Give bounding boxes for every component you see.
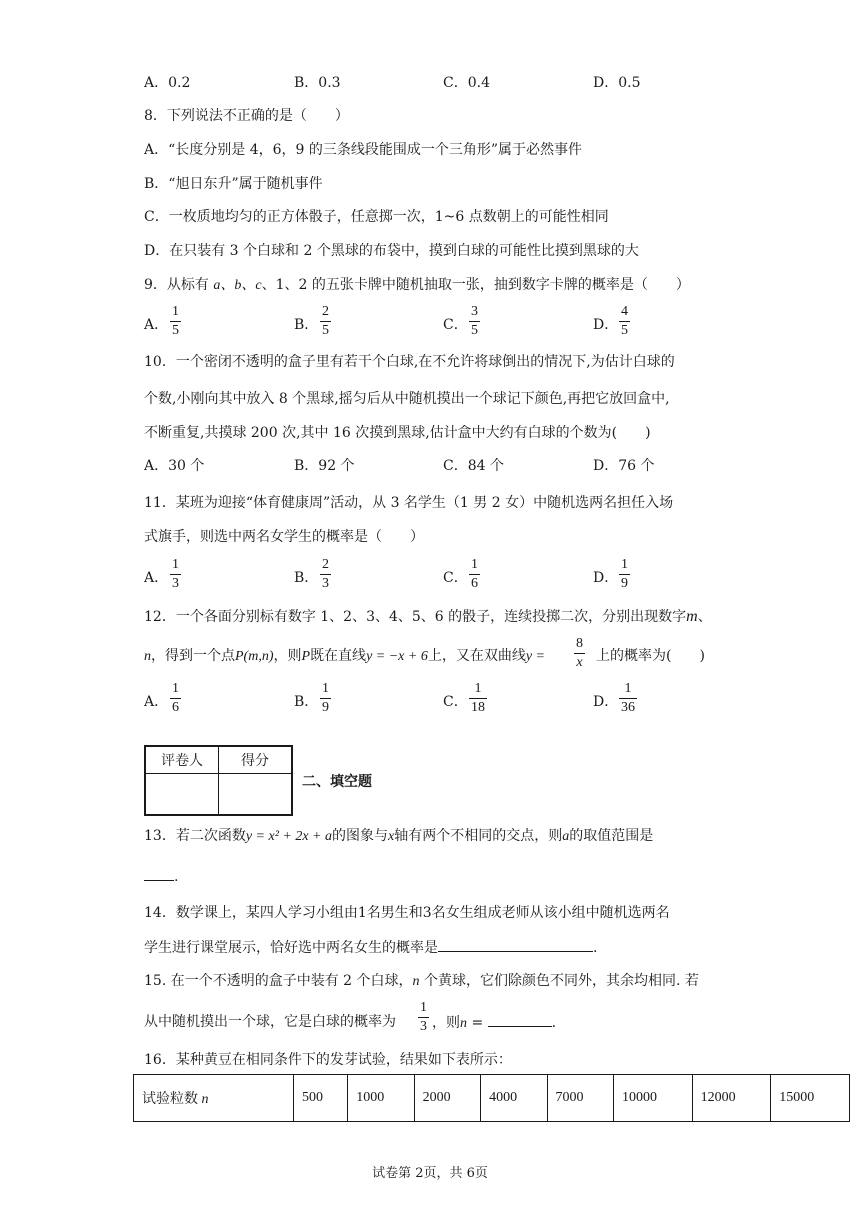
- reviewer-cell[interactable]: [145, 774, 219, 816]
- table-cell: 4000: [481, 1075, 547, 1122]
- table-cell: 500: [294, 1075, 348, 1122]
- q7-option-d: D．0.5: [593, 75, 641, 91]
- q15-fraction: 1 3: [420, 1000, 427, 1034]
- q12-option-a-label: A．: [144, 694, 169, 710]
- q11-line-1: 11．某班为迎接“体育健康周”活动，从 3 名学生（1 男 2 女）中随机选两名担任入场: [144, 495, 674, 511]
- q14-line-2: 学生进行课堂展示，恰好选中两名女生的概率是 .: [144, 937, 597, 958]
- q12-option-b-fraction: 1 9: [322, 681, 329, 715]
- q15-line-1: 15. 在一个不透明的盒子中装有 2 个白球，n 个黄球，它们除颜色不同外，其余均相同. 若: [144, 973, 699, 989]
- q16-stem: 16．某种黄豆在相同条件下的发芽试验，结果如下表所示：: [144, 1052, 512, 1068]
- q9-option-c-fraction: 3 5: [471, 304, 478, 338]
- q10-line-3: 不断重复,共摸球 200 次,其中 16 次摸到黑球,估计盒中大约有白球的个数为( ): [144, 425, 651, 441]
- table-cell: 2000: [414, 1075, 480, 1122]
- q12-option-d-label: D．: [593, 694, 619, 710]
- q9-option-b-fraction: 2 5: [322, 304, 329, 338]
- q14-line-1: 14．数学课上，某四人学习小组由1名男生和3名女生组成老师从该小组中随机选两名: [144, 905, 670, 921]
- q7-option-a: A．0.2: [144, 75, 191, 91]
- q10-option-b: B．92 个: [294, 458, 355, 474]
- table-cell: 15000: [771, 1075, 850, 1122]
- table-cell: 7000: [547, 1075, 613, 1122]
- q11-option-d-fraction: 1 9: [621, 557, 628, 591]
- q11-option-b-fraction: 2 3: [322, 557, 329, 591]
- q12-line-1: 12．一个各面分别标有数字 1、2、3、4、5、6 的骰子，连续投掷二次，分别出现数字m、: [144, 608, 712, 625]
- q9-option-a-fraction: 1 5: [172, 304, 179, 338]
- q12-option-d-fraction: 1 36: [621, 681, 635, 715]
- q11-option-d-label: D．: [593, 570, 619, 586]
- q9-option-d-label: D．: [593, 317, 619, 333]
- section-2-title: 二、填空题: [302, 774, 372, 790]
- score-table: [144, 745, 293, 816]
- row-label-cell: 试验粒数 n: [134, 1075, 294, 1122]
- reviewer-header: 评卷人: [145, 746, 219, 774]
- q8-option-b: B．“旭日东升”属于随机事件: [144, 176, 323, 192]
- q11-line-2: 式旗手，则选中两名女学生的概率是（ ）: [144, 529, 424, 545]
- q15-line-2: 从中随机摸出一个球，它是白球的概率为: [144, 1014, 396, 1030]
- q10-option-c: C．84 个: [443, 458, 504, 474]
- q12-hyperbola-fraction: 8 x: [576, 636, 583, 670]
- q9-stem: 9．从标有 a、b、c、1、2 的五张卡牌中随机抽取一张，抽到数字卡牌的概率是（ ）: [144, 277, 690, 293]
- q12-option-c-fraction: 1 18: [471, 681, 485, 715]
- q13-answer-blank[interactable]: [144, 866, 174, 881]
- q15-line-2-end: ，则n = .: [432, 1012, 556, 1034]
- q7-option-b: B．0.3: [294, 75, 341, 91]
- q8-option-c: C．一枚质地均匀的正方体骰子，任意掷一次，1~6 点数朝上的可能性相同: [144, 209, 609, 225]
- q9-option-c-label: C．: [443, 317, 468, 333]
- q9-option-d-fraction: 4 5: [621, 304, 628, 338]
- table-cell: 1000: [348, 1075, 414, 1122]
- q11-option-a-fraction: 1 3: [172, 557, 179, 591]
- q13-answer-line: .: [144, 866, 178, 887]
- q12-option-b-label: B．: [294, 694, 319, 710]
- q8-option-a: A．“长度分别是 4，6，9 的三条线段能围成一个三角形”属于必然事件: [144, 142, 583, 158]
- table-cell: 12000: [692, 1075, 771, 1122]
- page-footer: 试卷第 2页，共 6页: [372, 1166, 488, 1181]
- q12-option-a-fraction: 1 6: [172, 681, 179, 715]
- q12-line-2-end: 上的概率为( ): [596, 648, 705, 664]
- q8-option-d: D．在只装有 3 个白球和 2 个黑球的布袋中，摸到白球的可能性比摸到黑球的大: [144, 243, 639, 259]
- q10-line-1: 10．一个密闭不透明的盒子里有若干个白球,在不允许将球倒出的情况下,为估计白球的: [144, 354, 675, 370]
- q10-option-d: D．76 个: [593, 458, 655, 474]
- q12-line-2: n，得到一个点P(m,n)，则P既在直线y = −x + 6上，又在双曲线y =: [144, 648, 546, 664]
- q8-stem: 8．下列说法不正确的是（ ）: [144, 108, 349, 124]
- q11-option-a-label: A．: [144, 570, 169, 586]
- q12-option-c-label: C．: [443, 694, 468, 710]
- q9-option-a-label: A．: [144, 317, 169, 333]
- q11-option-c-label: C．: [443, 570, 468, 586]
- q10-option-a: A．30 个: [144, 458, 205, 474]
- score-cell[interactable]: [219, 774, 293, 816]
- q16-data-table: [133, 1074, 850, 1122]
- q15-answer-blank[interactable]: [488, 1012, 552, 1027]
- table-cell: 10000: [613, 1075, 692, 1122]
- q14-answer-blank[interactable]: [438, 937, 593, 952]
- q7-option-c: C．0.4: [443, 75, 490, 91]
- q10-line-2: 个数,小刚向其中放入 8 个黑球,摇匀后从中随机摸出一个球记下颜色,再把它放回盒中,: [144, 391, 670, 407]
- q11-option-b-label: B．: [294, 570, 319, 586]
- q11-option-c-fraction: 1 6: [471, 557, 478, 591]
- table-row: [134, 1075, 850, 1122]
- q9-option-b-label: B．: [294, 317, 319, 333]
- score-header: 得分: [219, 746, 293, 774]
- q13-line-1: 13．若二次函数y = x² + 2x + a的图象与x轴有两个不相同的交点，则a的取值范围是: [144, 828, 654, 844]
